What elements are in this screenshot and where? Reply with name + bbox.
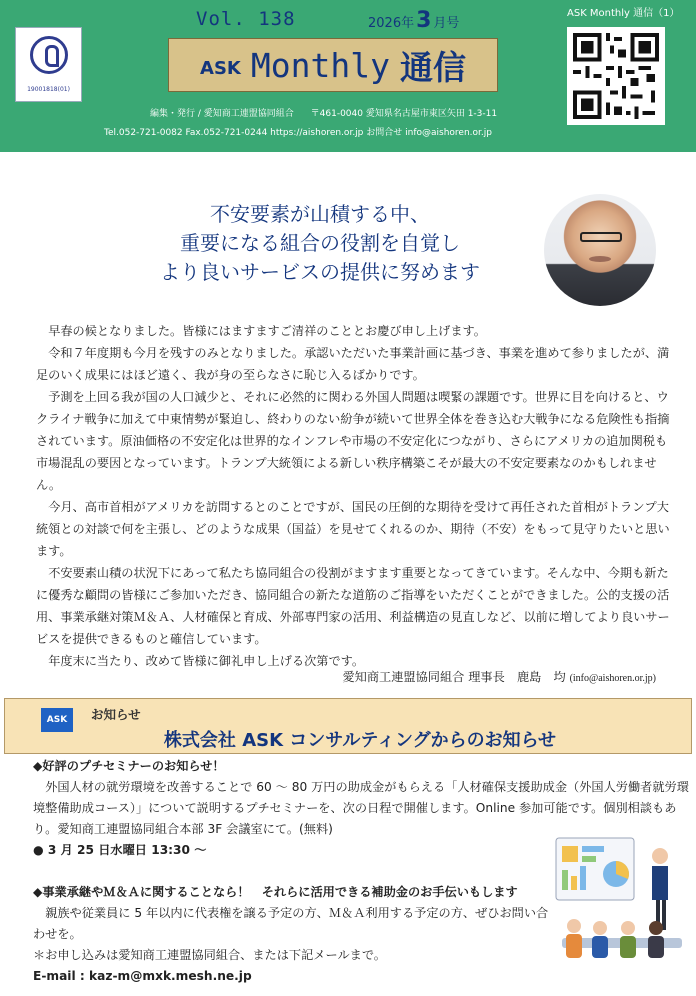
privacy-mark-number: 19001818(01) (27, 86, 70, 93)
publisher: 編集・発行 / 愛知商工連盟協同組合 (150, 109, 294, 119)
notice-item-heading: ◆事業承継やＭ＆Ａに関することなら！ それらに活用できる補助金のお手伝いもします (33, 885, 518, 899)
volume-number: Vol. 138 (196, 8, 296, 30)
paragraph: 予測を上回る我が国の人口減少と、それに必然的に関わる外国人問題は喫緊の課題です。世界に目を向けると、ウクライナ戦争に加えて中東情勢が緊迫し、終わりのない紛争が続いて世界全体を巻き込む大戦争になる危険性も指摘されています。原油価格の不安定化は世界的なインフレや市場の不安定化につながり、さらにアメリカの追加関税も市場混乱の要因となっています。トランプ大統領による新しい秩序構築こそが最大の不安定要素なのかもしれません。 (36, 390, 670, 492)
contact-line: Tel.052-721-0082 Fax.052-721-0244 https://aishoren.or.jp お問合せ info@aishoren.or.jp (104, 128, 492, 138)
publisher-line (150, 106, 511, 119)
title-monthly: Monthly (250, 45, 390, 85)
portrait-detail (589, 256, 611, 262)
signature-email[interactable]: (info@aishoren.or.jp) (569, 673, 656, 684)
issue-suffix: 月号 (433, 16, 460, 31)
notice-item-heading: ◆好評のプチセミナーのお知らせ！ (33, 759, 225, 773)
contact-email[interactable]: E-mail : kaz-m@mxk.mesh.ne.jp (33, 969, 252, 983)
meeting-illustration-icon (552, 834, 688, 984)
page-label: ASK Monthly 通信（1） (567, 8, 680, 19)
privacy-mark-logo (15, 27, 82, 102)
signature (300, 668, 656, 685)
issue-month: 3 (416, 8, 432, 33)
ask-logo-icon: ASK (41, 708, 73, 732)
notice-banner (4, 698, 692, 754)
notice-item-text: 親族や従業員に 5 年以内に代表権を譲る予定の方、Ｍ＆Ａ利用する予定の方、ぜひお問い合わせを。 (33, 906, 549, 941)
signature-name: 愛知商工連盟協同組合 理事長 鹿島 均 (342, 670, 566, 684)
paragraph: 年度末に当たり、改めて皆様に御礼申し上げる次第です。 (48, 654, 365, 668)
glasses-icon (580, 232, 622, 242)
editorial-headline: 不安要素が山積する中、 重要になる組合の役割を自覚し より良いサービスの提供に努めます (160, 202, 480, 284)
seminar-date: ● 3 月 25 日水曜日 13:30 ～ (33, 843, 207, 857)
title-ask: ASK (200, 57, 241, 79)
notice-label: お知らせ (91, 707, 141, 722)
notice-item-text: 外国人材の就労環境を改善することで 60 ～ 80 万円の助成金がもらえる「人材確保支援助成金（外国人労働者就労環境整備助成コース）」について説明するプチセミナーを、次の日程で開催します。Online 参加可能です。個別相談もあり。愛知商工連盟協同組合本部 3F 会議室にて。(無料) (33, 780, 689, 836)
issue-year: 2026年 (368, 16, 415, 31)
issue-date (368, 8, 459, 33)
masthead (0, 0, 696, 152)
address: 〒461-0040 愛知県名古屋市東区矢田 1-3-11 (310, 109, 498, 119)
notice-title: 株式会社 ASK コンサルティングからのお知らせ (163, 730, 557, 751)
chairman-portrait (544, 194, 656, 306)
paragraph: 令和７年度期も今月を残すのみとなりました。承認いただいた事業計画に基づき、事業を進めて参りましたが、満足のいく成果にはほど遠く、我が身の至らなさに恥じ入るばかりです。 (36, 346, 670, 382)
qr-code-icon (573, 33, 659, 119)
newsletter-title (168, 38, 498, 92)
paragraph: 今月、高市首相がアメリカを訪問するとのことですが、国民の圧倒的な期待を受けて再任された首相がトランプ大統領との対談で何を主張し、どのような成果（国益）を見せてくれるのか、期待（不安）をもって見守りたいと思います。 (36, 500, 670, 558)
title-tsushin: 通信 (399, 47, 466, 87)
qr-code[interactable] (567, 27, 665, 125)
privacy-mark-icon (30, 36, 68, 74)
notice-note: ＊お申し込みは愛知商工連盟協同組合、または下記メールまで。 (33, 948, 386, 962)
paragraph: 早春の候となりました。皆様にはますますご清祥のこととお慶び申し上げます。 (48, 324, 486, 338)
editorial-body (36, 320, 678, 672)
paragraph: 不安要素山積の状況下にあって私たち協同組合の役割がますます重要となってきています。そんな中、今期も新たに優秀な顧問の皆様にご参加いただき、協同組合の新たな道筋のご指導をいただくことができました。公的支援の活用、事業承継対策Ｍ＆Ａ、人材確保と育成、外部専門家の活用、利益構造の見直しなど、以前に増してより良いサービスを提供できるものと確信しています。 (36, 566, 670, 646)
